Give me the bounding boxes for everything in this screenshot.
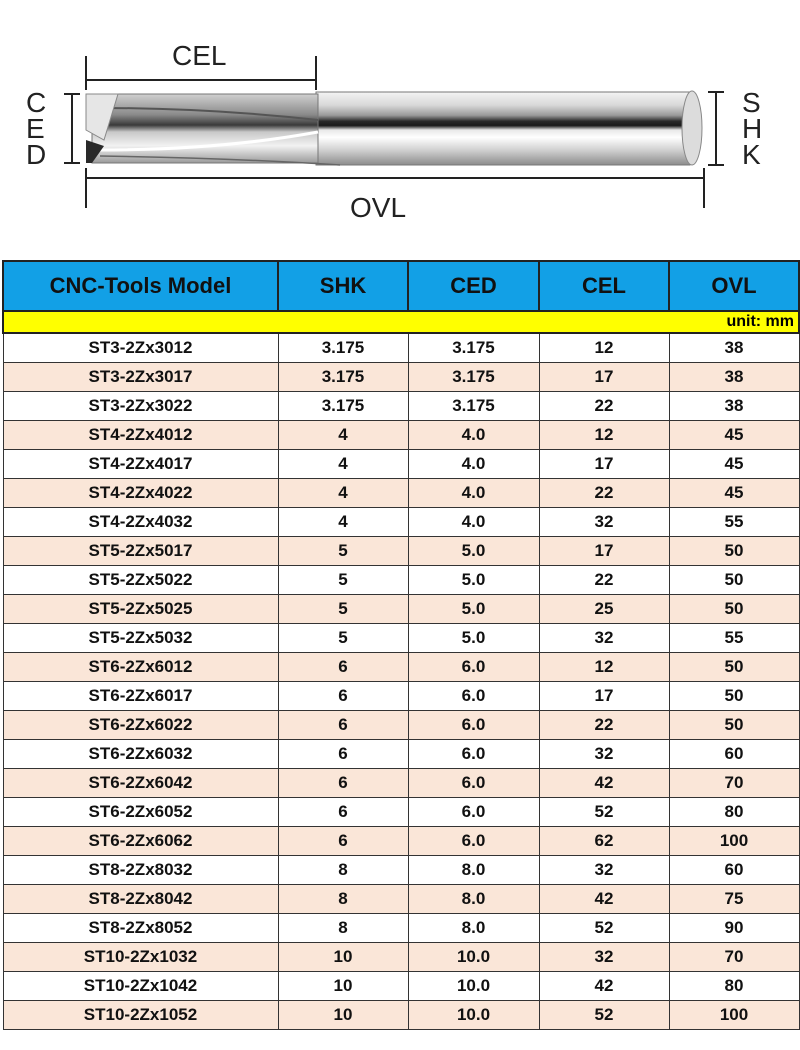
cell-cel: 25 xyxy=(539,595,669,624)
cell-model: ST6-2Zx6022 xyxy=(3,711,278,740)
cell-ovl: 45 xyxy=(669,479,799,508)
cell-cel: 22 xyxy=(539,566,669,595)
cell-cel: 52 xyxy=(539,798,669,827)
cell-ovl: 50 xyxy=(669,566,799,595)
cell-ovl: 50 xyxy=(669,653,799,682)
shank-body xyxy=(316,92,698,165)
table-row xyxy=(3,363,799,392)
cell-shk: 6 xyxy=(278,827,408,856)
cell-cel: 32 xyxy=(539,508,669,537)
cell-model: ST8-2Zx8042 xyxy=(3,885,278,914)
cell-model: ST6-2Zx6012 xyxy=(3,653,278,682)
cell-ced: 6.0 xyxy=(408,769,539,798)
table-header xyxy=(3,261,799,311)
table-row xyxy=(3,537,799,566)
cell-ced: 5.0 xyxy=(408,624,539,653)
cell-shk: 10 xyxy=(278,1001,408,1030)
ced-letter-e: E xyxy=(26,113,45,144)
cell-model: ST4-2Zx4032 xyxy=(3,508,278,537)
cutting-flute-body xyxy=(92,94,318,163)
cell-cel: 42 xyxy=(539,972,669,1001)
cell-ced: 8.0 xyxy=(408,914,539,943)
tool-dimension-diagram xyxy=(0,0,800,240)
cell-ced: 6.0 xyxy=(408,827,539,856)
cell-ovl: 45 xyxy=(669,421,799,450)
cell-ced: 10.0 xyxy=(408,1001,539,1030)
ced-letter-c: C xyxy=(26,87,47,118)
cel-label: CEL xyxy=(172,40,227,71)
cell-ovl: 50 xyxy=(669,595,799,624)
cell-cel: 32 xyxy=(539,624,669,653)
cell-model: ST3-2Zx3022 xyxy=(3,392,278,421)
cell-cel: 12 xyxy=(539,653,669,682)
cell-ovl: 38 xyxy=(669,333,799,363)
cell-ovl: 100 xyxy=(669,827,799,856)
cell-shk: 8 xyxy=(278,885,408,914)
cell-ovl: 60 xyxy=(669,740,799,769)
cell-ced: 4.0 xyxy=(408,508,539,537)
cell-ced: 5.0 xyxy=(408,566,539,595)
cell-ovl: 100 xyxy=(669,1001,799,1030)
table-row xyxy=(3,450,799,479)
cell-ovl: 50 xyxy=(669,682,799,711)
table-row xyxy=(3,333,799,363)
table-row xyxy=(3,740,799,769)
shk-label xyxy=(742,87,763,170)
cell-ced: 4.0 xyxy=(408,450,539,479)
cell-model: ST6-2Zx6017 xyxy=(3,682,278,711)
cell-cel: 42 xyxy=(539,885,669,914)
table-row xyxy=(3,885,799,914)
cell-cel: 52 xyxy=(539,1001,669,1030)
table-row xyxy=(3,827,799,856)
ced-label xyxy=(26,87,47,170)
cell-cel: 22 xyxy=(539,392,669,421)
cell-cel: 22 xyxy=(539,711,669,740)
cell-ced: 5.0 xyxy=(408,537,539,566)
cell-model: ST5-2Zx5032 xyxy=(3,624,278,653)
cell-shk: 4 xyxy=(278,508,408,537)
cell-ovl: 90 xyxy=(669,914,799,943)
cell-shk: 5 xyxy=(278,537,408,566)
cell-shk: 4 xyxy=(278,421,408,450)
cell-ced: 6.0 xyxy=(408,798,539,827)
unit-note: unit: mm xyxy=(3,311,799,333)
cell-shk: 3.175 xyxy=(278,363,408,392)
cell-model: ST8-2Zx8032 xyxy=(3,856,278,885)
cell-cel: 32 xyxy=(539,856,669,885)
cell-cel: 17 xyxy=(539,450,669,479)
header-ovl: OVL xyxy=(669,261,799,311)
cell-ovl: 50 xyxy=(669,711,799,740)
cell-ced: 10.0 xyxy=(408,943,539,972)
cell-cel: 32 xyxy=(539,943,669,972)
shank-end-face xyxy=(682,91,702,165)
cell-model: ST8-2Zx8052 xyxy=(3,914,278,943)
cell-shk: 4 xyxy=(278,479,408,508)
cell-ced: 10.0 xyxy=(408,972,539,1001)
cell-ovl: 50 xyxy=(669,537,799,566)
cell-ced: 6.0 xyxy=(408,653,539,682)
table-row xyxy=(3,798,799,827)
header-cel: CEL xyxy=(539,261,669,311)
cell-ovl: 80 xyxy=(669,798,799,827)
table-row xyxy=(3,856,799,885)
cell-model: ST3-2Zx3012 xyxy=(3,333,278,363)
cell-model: ST10-2Zx1032 xyxy=(3,943,278,972)
table-row xyxy=(3,653,799,682)
table-row xyxy=(3,972,799,1001)
cell-model: ST5-2Zx5022 xyxy=(3,566,278,595)
cell-shk: 6 xyxy=(278,711,408,740)
shk-letter-s: S xyxy=(742,87,761,118)
cell-cel: 22 xyxy=(539,479,669,508)
table-row xyxy=(3,508,799,537)
cell-ced: 3.175 xyxy=(408,333,539,363)
table-row xyxy=(3,566,799,595)
header-model: CNC-Tools Model xyxy=(3,261,278,311)
cell-model: ST5-2Zx5025 xyxy=(3,595,278,624)
cell-ced: 3.175 xyxy=(408,363,539,392)
table-row xyxy=(3,914,799,943)
cell-ced: 4.0 xyxy=(408,421,539,450)
ovl-label: OVL xyxy=(350,192,407,223)
cell-model: ST6-2Zx6052 xyxy=(3,798,278,827)
cell-shk: 6 xyxy=(278,682,408,711)
header-ced: CED xyxy=(408,261,539,311)
cell-shk: 6 xyxy=(278,798,408,827)
cell-model: ST5-2Zx5017 xyxy=(3,537,278,566)
shk-letter-k: K xyxy=(742,139,761,170)
cell-model: ST6-2Zx6032 xyxy=(3,740,278,769)
shk-letter-h: H xyxy=(742,113,763,144)
ced-letter-d: D xyxy=(26,139,47,170)
cell-shk: 8 xyxy=(278,856,408,885)
cell-cel: 17 xyxy=(539,363,669,392)
cell-model: ST10-2Zx1042 xyxy=(3,972,278,1001)
cell-ced: 8.0 xyxy=(408,856,539,885)
cell-cel: 32 xyxy=(539,740,669,769)
table-row xyxy=(3,479,799,508)
cell-shk: 3.175 xyxy=(278,392,408,421)
cell-model: ST6-2Zx6042 xyxy=(3,769,278,798)
cell-shk: 6 xyxy=(278,653,408,682)
cell-ovl: 70 xyxy=(669,769,799,798)
cell-cel: 17 xyxy=(539,682,669,711)
cell-ced: 4.0 xyxy=(408,479,539,508)
cell-ovl: 60 xyxy=(669,856,799,885)
table-row xyxy=(3,943,799,972)
cell-model: ST4-2Zx4017 xyxy=(3,450,278,479)
unit-section xyxy=(3,311,799,333)
cell-shk: 4 xyxy=(278,450,408,479)
cell-ovl: 38 xyxy=(669,392,799,421)
cell-shk: 3.175 xyxy=(278,333,408,363)
table-row xyxy=(3,769,799,798)
cell-shk: 5 xyxy=(278,566,408,595)
cell-ovl: 75 xyxy=(669,885,799,914)
cell-model: ST4-2Zx4012 xyxy=(3,421,278,450)
cell-ovl: 45 xyxy=(669,450,799,479)
cell-ced: 5.0 xyxy=(408,595,539,624)
table-row xyxy=(3,595,799,624)
cell-cel: 12 xyxy=(539,421,669,450)
table-row xyxy=(3,682,799,711)
table-row xyxy=(3,421,799,450)
cell-model: ST6-2Zx6062 xyxy=(3,827,278,856)
table-row xyxy=(3,1001,799,1030)
cell-shk: 5 xyxy=(278,595,408,624)
table-body xyxy=(3,333,799,1030)
cell-ovl: 80 xyxy=(669,972,799,1001)
cell-ced: 8.0 xyxy=(408,885,539,914)
cell-cel: 62 xyxy=(539,827,669,856)
cell-cel: 12 xyxy=(539,333,669,363)
header-shk: SHK xyxy=(278,261,408,311)
cell-shk: 10 xyxy=(278,972,408,1001)
spec-table xyxy=(2,260,800,1030)
table-row xyxy=(3,392,799,421)
cell-cel: 17 xyxy=(539,537,669,566)
cell-shk: 6 xyxy=(278,769,408,798)
cell-ced: 6.0 xyxy=(408,711,539,740)
table-row xyxy=(3,624,799,653)
cell-ovl: 38 xyxy=(669,363,799,392)
table-row xyxy=(3,711,799,740)
cell-ovl: 70 xyxy=(669,943,799,972)
cell-shk: 5 xyxy=(278,624,408,653)
cell-shk: 6 xyxy=(278,740,408,769)
cell-shk: 8 xyxy=(278,914,408,943)
cell-ced: 6.0 xyxy=(408,682,539,711)
cell-cel: 42 xyxy=(539,769,669,798)
cell-model: ST3-2Zx3017 xyxy=(3,363,278,392)
cell-model: ST4-2Zx4022 xyxy=(3,479,278,508)
cell-ced: 6.0 xyxy=(408,740,539,769)
cell-ovl: 55 xyxy=(669,508,799,537)
cell-model: ST10-2Zx1052 xyxy=(3,1001,278,1030)
cell-ced: 3.175 xyxy=(408,392,539,421)
unit-row xyxy=(3,311,799,333)
cell-ovl: 55 xyxy=(669,624,799,653)
cell-cel: 52 xyxy=(539,914,669,943)
header-row xyxy=(3,261,799,311)
cell-shk: 10 xyxy=(278,943,408,972)
